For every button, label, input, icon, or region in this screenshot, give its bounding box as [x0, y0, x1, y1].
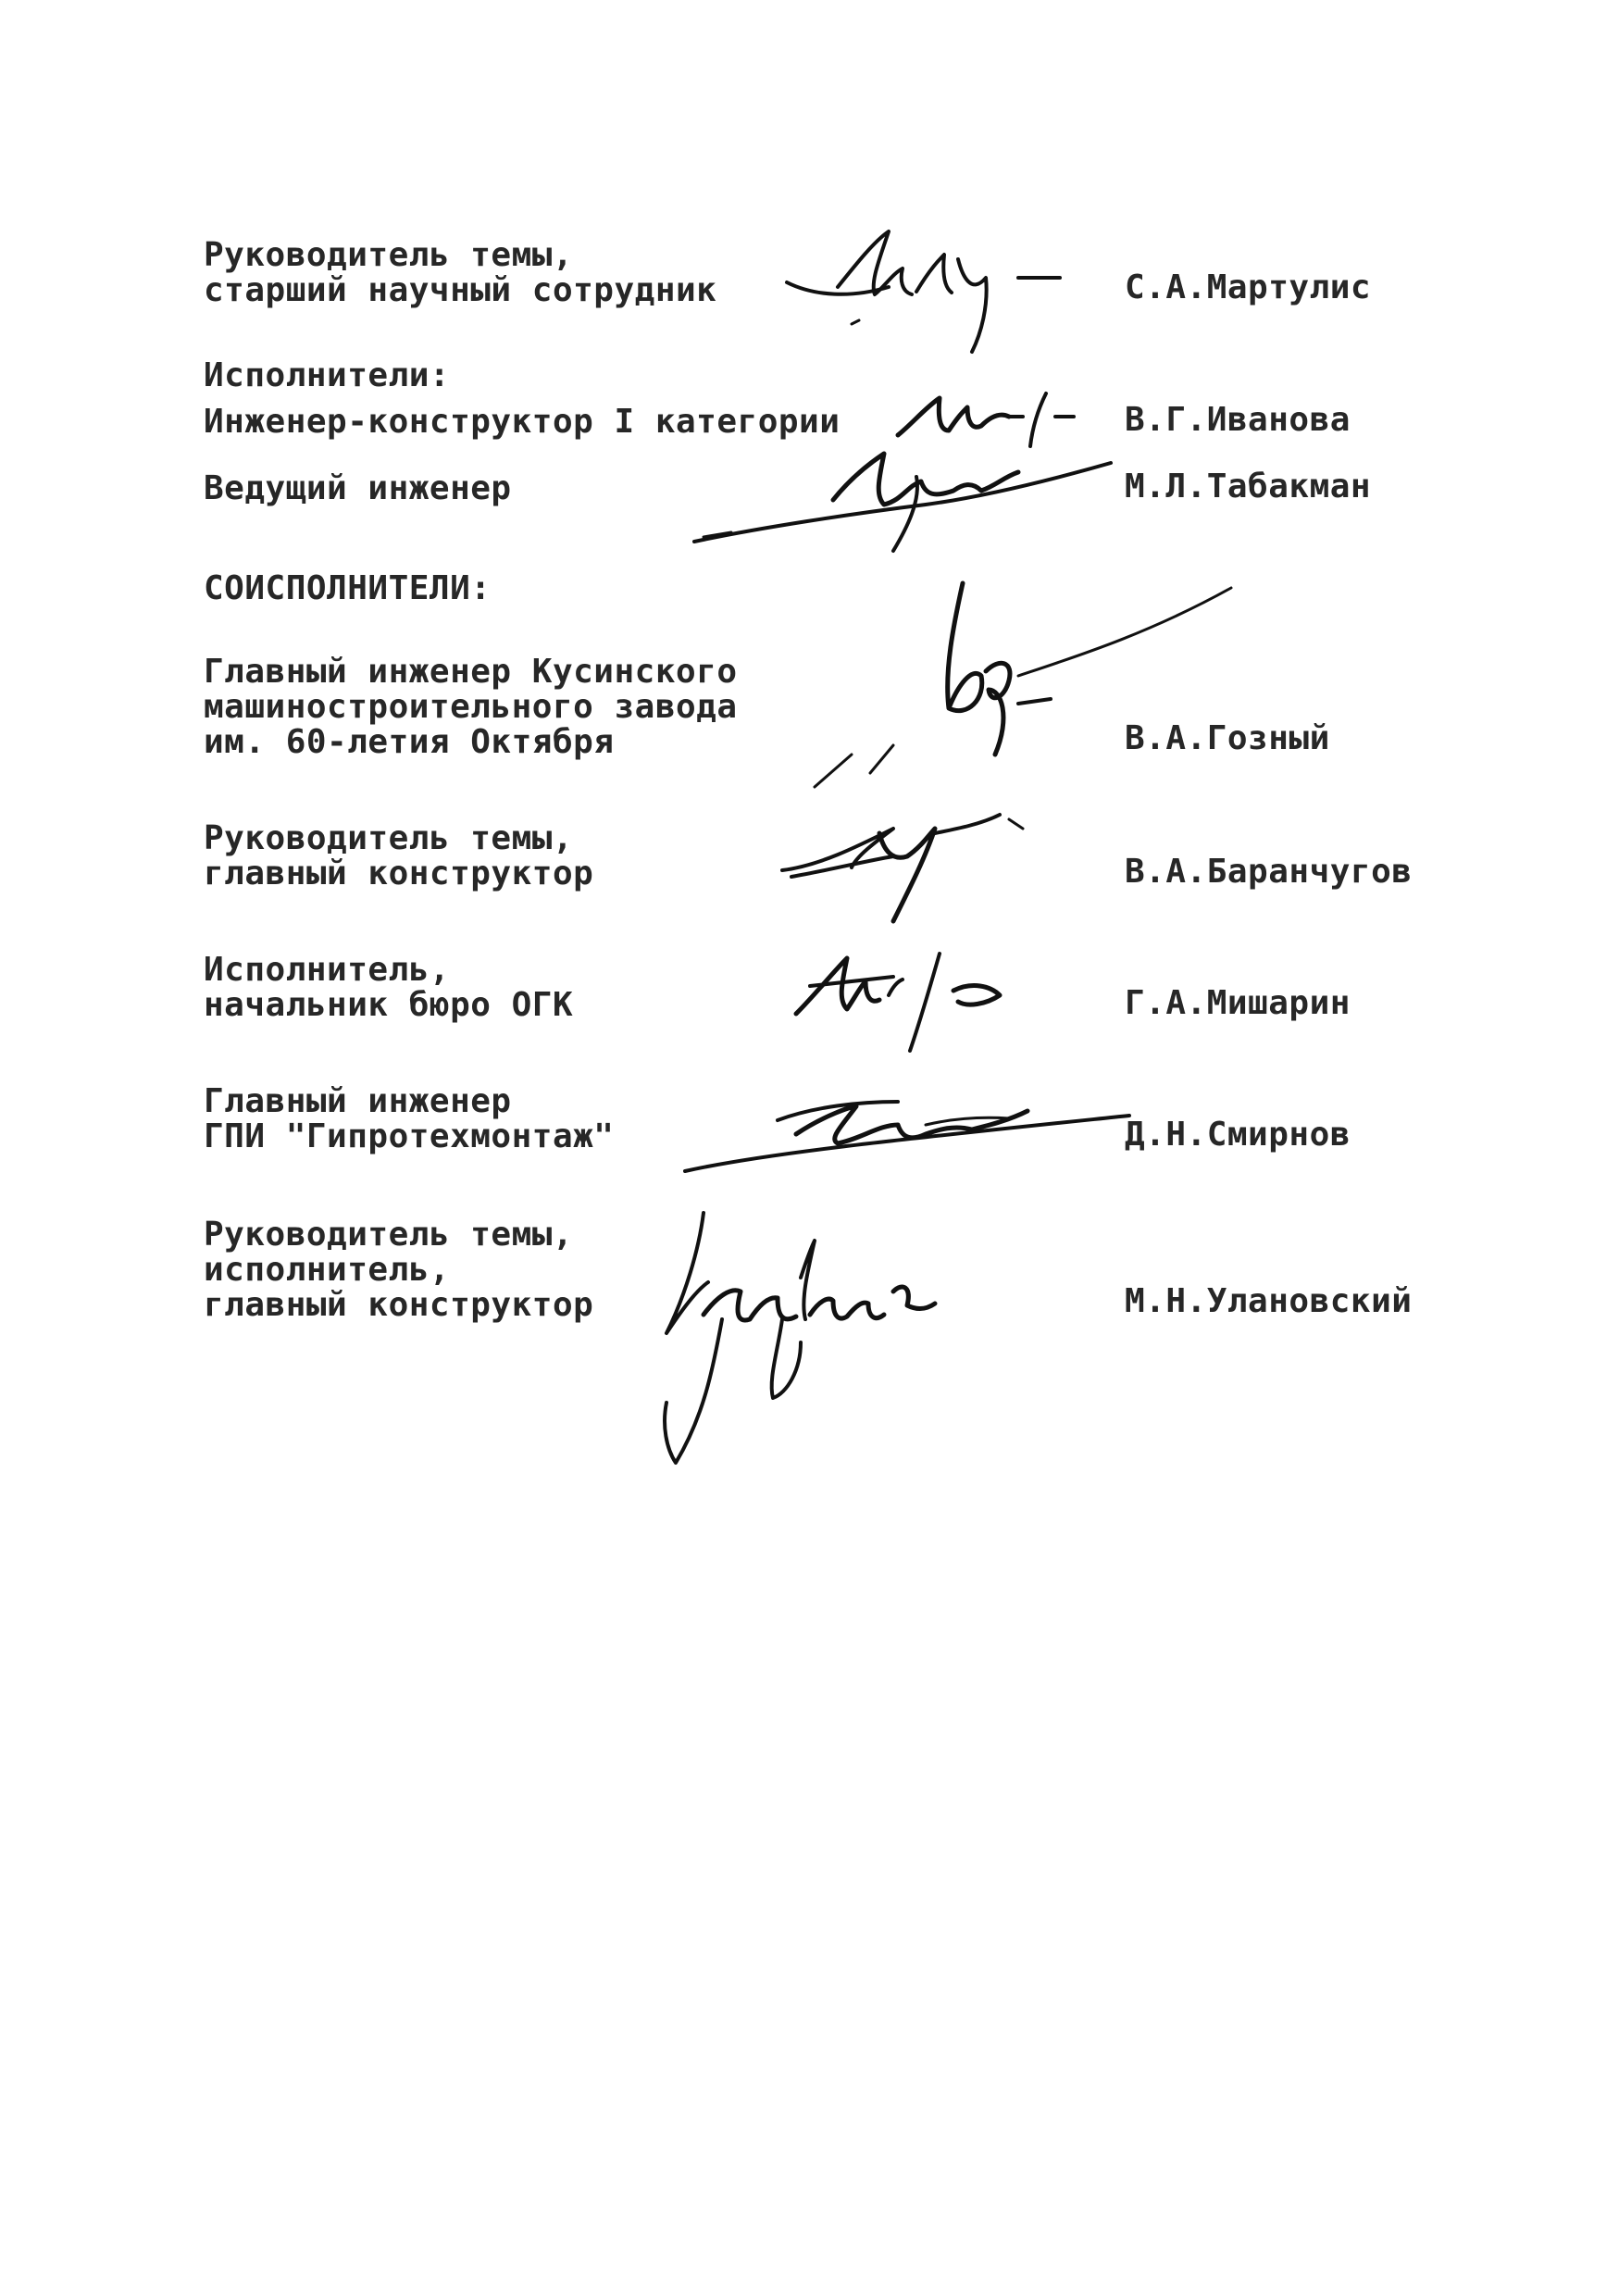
handwritten-signature: [773, 792, 1051, 930]
signatory-title-line: Ведущий инженер: [204, 469, 512, 507]
signatory-title-line: Исполнитель,: [204, 951, 451, 989]
signatory-title-line: Главный инженер Кусинского: [204, 653, 738, 691]
signatory-name: В.Г.Иванова: [1125, 401, 1351, 439]
signatory-title-line: главный конструктор: [204, 1286, 594, 1324]
signatory-title-line: Руководитель темы,: [204, 236, 574, 274]
handwritten-signature: [796, 569, 1240, 792]
signatory-name: В.А.Баранчугов: [1125, 853, 1413, 891]
signatory-title-line: главный конструктор: [204, 855, 594, 892]
handwritten-signature: [787, 222, 1092, 370]
handwritten-signature: [685, 440, 1120, 560]
signatory-name: М.Н.Улановский: [1125, 1282, 1413, 1320]
signatory-name: С.А.Мартулис: [1125, 268, 1372, 306]
signatory-title-line: исполнитель,: [204, 1251, 451, 1289]
signatory-name: В.А.Гозный: [1125, 719, 1330, 757]
signatory-name: М.Л.Табакман: [1125, 468, 1372, 505]
signatory-title-line: ГПИ "Гипротехмонтаж": [204, 1117, 615, 1155]
signatory-name: Г.А.Мишарин: [1125, 984, 1351, 1022]
handwritten-signature: [791, 944, 1032, 1065]
signatory-title-line: им. 60-летия Октября: [204, 723, 615, 761]
section-heading: СОИСПОЛНИТЕЛИ:: [204, 569, 492, 607]
signatory-title-line: Руководитель темы,: [204, 1216, 574, 1254]
signatory-title-line: старший научный сотрудник: [204, 271, 717, 309]
signatory-title-line: Руководитель темы,: [204, 819, 574, 857]
signatory-name: Д.Н.Смирнов: [1125, 1116, 1351, 1154]
signatory-title-line: машиностроительного завода: [204, 688, 738, 726]
signatory-title-line: начальник бюро ОГК: [204, 986, 574, 1024]
handwritten-signature: [676, 1083, 1139, 1176]
section-heading: Исполнители:: [204, 356, 451, 394]
signatory-title-line: Главный инженер: [204, 1082, 512, 1120]
signatory-title-line: Инженер-конструктор I категории: [204, 403, 841, 441]
handwritten-signature: [648, 1194, 1055, 1472]
